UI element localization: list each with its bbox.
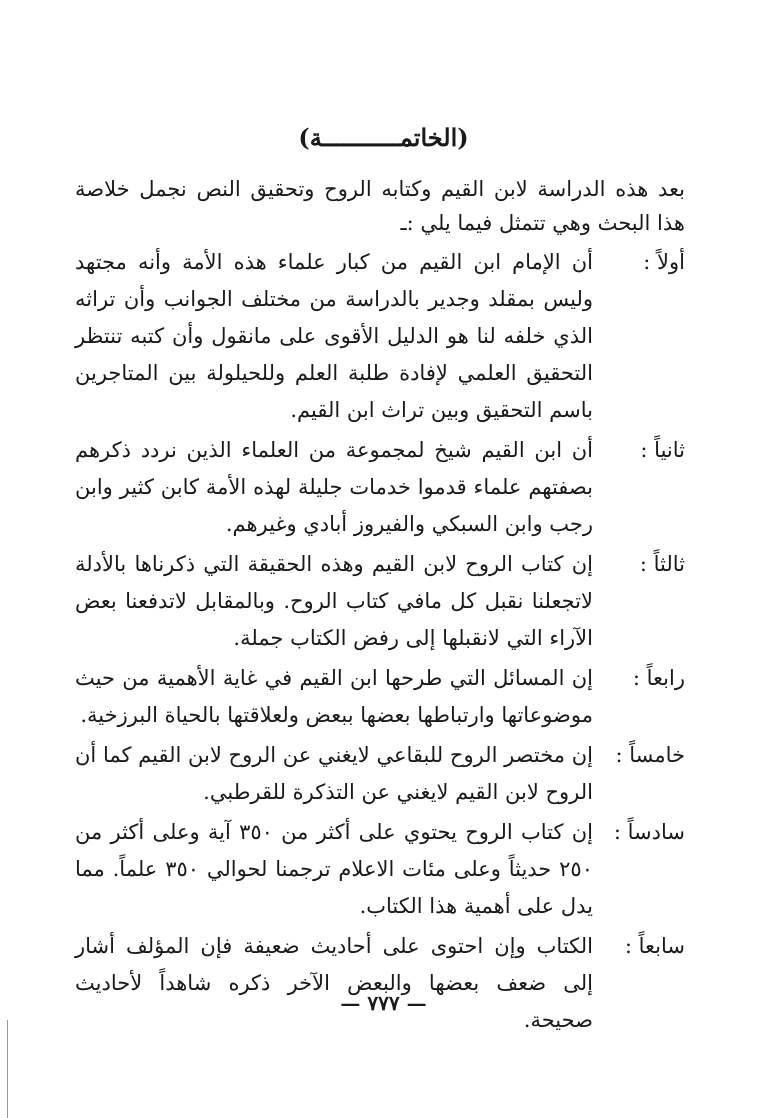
list-item: [75, 928, 685, 1039]
list-item: [75, 814, 685, 925]
point-label: أولاً :: [643, 250, 685, 274]
scan-edge-line: [7, 1020, 8, 1118]
intro-paragraph: بعد هذه الدراسة لابن القيم وكتابه الروح وتحقيق النص نجمل خلاصة هذا البحث وهي تتمثل فيما يلي :ـ: [75, 177, 685, 235]
list-item: [75, 244, 685, 429]
list-item: [75, 660, 685, 734]
point-text: أن الإمام ابن القيم من كبار علماء هذه الأمة وأنه مجتهد وليس بمقلد وجدير بالدراسة من مختلف الجوانب وأن تراثه الذي خلفه لنا هو الدليل الأقوى على مانقول وأن كتبه تنتظر التحقيق العلمي لإفادة طلبة العلم وللحيلولة بين المتاجرين باسم التحقيق وبين تراث ابن القيم.: [75, 250, 593, 422]
point-label: سادساً :: [613, 820, 685, 844]
list-item: [75, 546, 685, 657]
page-title: (الخاتمـــــــــــة): [298, 123, 469, 152]
point-label: سابعاً :: [624, 934, 685, 958]
conclusion-points-list: [75, 244, 685, 1042]
point-label: رابعاً :: [632, 666, 685, 690]
point-text: إن المسائل التي طرحها ابن القيم في غاية الأهمية من حيث موضوعاتها وارتباطها بعضها ببعض ولعلاقتها بالحياة البرزخية.: [75, 666, 593, 727]
point-text: إن كتاب الروح لابن القيم وهذه الحقيقة التي ذكرناها بالأدلة لاتجعلنا نقبل كل مافي كتاب الروح. وبالمقابل لاتدفعنا بعض الآراء التي لانقبلها إلى رفض الكتاب جملة.: [75, 552, 593, 650]
point-text: إن مختصر الروح للبقاعي لايغني عن الروح لابن القيم كما أن الروح لابن القيم لايغني عن التذكرة للقرطبي.: [75, 743, 593, 804]
list-item: [75, 432, 685, 543]
point-label: خامساً :: [615, 743, 685, 767]
point-text: الكتاب وإن احتوى على أحاديث ضعيفة فإن المؤلف أشار إلى ضعف بعضها والبعض الآخر ذكره شاهداً لأحاديث صحيحة.: [75, 934, 593, 1032]
point-text: أن ابن القيم شيخ لمجموعة من العلماء الذين نردد ذكرهم بصفتهم علماء قدموا خدمات جليلة لهذه الأمة كابن كثير وابن رجب وابن السبكي والفيروز أبادي وغيرهم.: [75, 438, 593, 536]
point-label: ثانياً :: [640, 438, 685, 462]
point-label: ثالثاً :: [639, 552, 685, 576]
point-text: إن كتاب الروح يحتوي على أكثر من ٣٥٠ آية وعلى أكثر من ٢٥٠ حديثاً وعلى مئات الاعلام ترجمنا لحوالي ٣٥٠ علماً. مما يدل على أهمية هذا الكتاب.: [75, 820, 593, 918]
list-item: [75, 737, 685, 811]
page-number: — ٧٧٧ —: [340, 991, 427, 1015]
